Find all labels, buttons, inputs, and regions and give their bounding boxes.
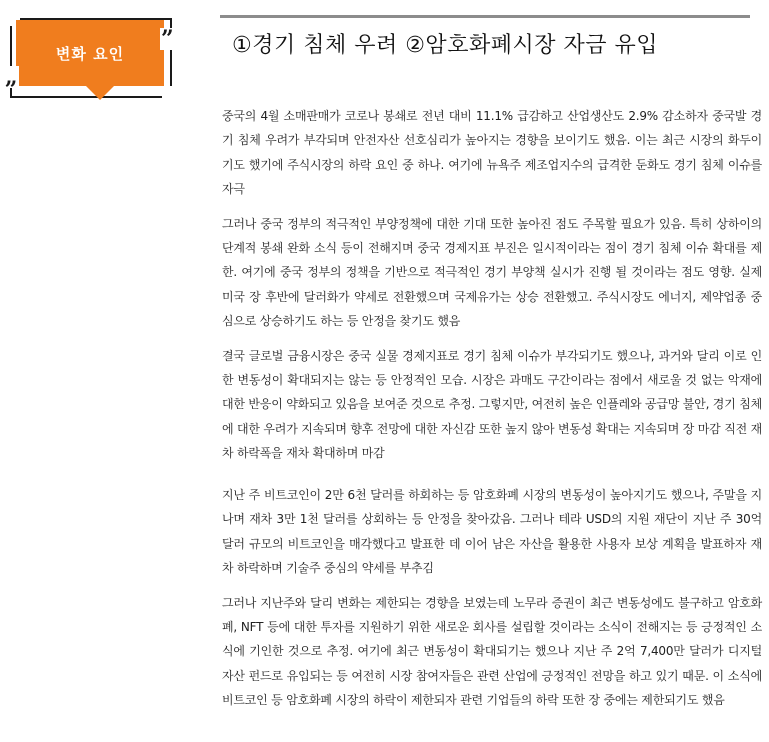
title-rule xyxy=(220,15,750,18)
paragraph: 중국의 4월 소매판매가 코로나 봉쇄로 전년 대비 11.1% 급감하고 산업생산도 2.9% 감소하자 중국발 경기 침체 우려가 부각되며 안전자산 선호심리가 높아지는 경향을 보이기도 했음. 이는 최근 시장의 화두이기도 했기에 주식시장의 하락 요인 중 하나. 여기에 뉴욕주 제조업지수의 급격한 둔화도 경기 침체 이슈를 자극 xyxy=(222,109,762,197)
badge-pointer xyxy=(86,86,114,100)
badge-box xyxy=(16,20,164,86)
paragraph: 지난 주 비트코인이 2만 6천 달러를 하회하는 등 암호화폐 시장의 변동성이 높아지기도 했으나, 주말을 지나며 재차 3만 1천 달러를 상회하는 등 안정을 찾아갔음. 그러나 테라 USD의 지원 재단이 지난 주 30억 달러 규모의 비트코인을 매각했다고 발표한 데 이어 남은 자산을 활용한 사용자 보상 계획을 발표하자 재차 하락하며 기술주 중심의 약세를 부추김 xyxy=(222,488,762,576)
badge-label: 변화 요인 xyxy=(55,44,125,63)
opening-quote-icon: „ xyxy=(5,64,18,90)
economic-section xyxy=(222,104,762,476)
paragraph: 그러나 중국 정부의 적극적인 부양정책에 대한 기대 또한 높아진 점도 주목할 필요가 있음. 특히 상하이의 단계적 봉쇄 완화 소식 등이 전해지며 중국 경제지표 부진은 일시적이라는 점이 경기 침체 이슈 확대를 제한. 여기에 중국 정부의 정책을 기반으로 적극적인 경기 부양책 실시가 진행 될 것이라는 점도 영향. 실제 미국 장 후반에 달러화가 약세로 전환했으며 국제유가는 상승 전환했고. 주식시장도 에너지, 제약업종 중심으로 상승하기도 하는 등 안정을 찾기도 했음 xyxy=(222,216,762,329)
closing-quote-icon: ” xyxy=(161,26,174,52)
category-badge xyxy=(5,18,174,108)
crypto-section xyxy=(222,483,762,723)
paragraph: 그러나 지난주와 달리 변화는 제한되는 경향을 보였는데 노무라 증권이 최근 변동성에도 불구하고 암호화폐, NFT 등에 대한 투자를 지원하기 위한 새로운 회사를 설립할 것이라는 소식이 전해지는 등 긍정적인 소식에 기인한 것으로 추정. 여기에 최근 변동성이 확대되기는 했으나 지난 주 2억 7,400만 달러가 디지털 자산 펀드로 유입되는 등 여전히 시장 참여자들은 관련 산업에 긍정적인 전망을 하고 있기 때문. 이 소식에 비트코인 등 암호화폐 시장의 하락이 제한되자 관련 기업들의 하락 또한 장 중에는 제한되기도 했음 xyxy=(222,595,762,708)
paragraph: 결국 글로벌 금융시장은 중국 실물 경제지표로 경기 침체 이슈가 부각되기도 했으나, 과거와 달리 이로 인한 변동성이 확대되지는 않는 등 안정적인 모습. 시장은 과매도 구간이라는 점에서 새로울 것 없는 악재에 대한 반응이 약화되고 있음을 보여준 것으로 추정. 그렇지만, 여전히 높은 인플레와 공급망 불안, 경기 침체에 대한 우려가 지속되며 향후 전망에 대한 자신감 또한 높지 않아 변동성 확대는 지속되며 장 마감 직전 재차 하락폭을 재차 확대하며 마감 xyxy=(222,348,762,461)
section-title: ①경기 침체 우려 ②암호화폐시장 자금 유입 xyxy=(232,33,658,58)
